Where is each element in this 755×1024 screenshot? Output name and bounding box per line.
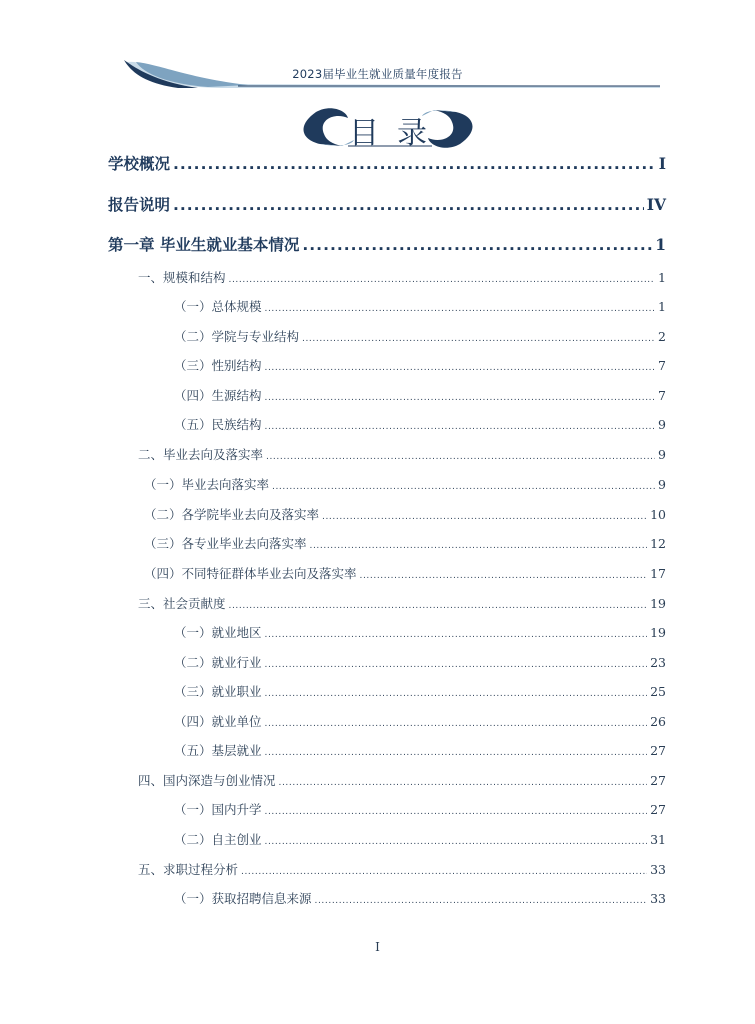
toc-leader-dots xyxy=(265,630,648,640)
toc-entry-page: 25 xyxy=(650,684,666,699)
toc-entry-page: 1 xyxy=(658,299,666,314)
toc-entry-label: （五）民族结构 xyxy=(174,417,262,432)
toc-leader-dots xyxy=(265,363,656,373)
toc-entry[interactable] xyxy=(108,152,666,174)
toc-entry-label: （四）就业单位 xyxy=(174,714,262,729)
toc-entry[interactable] xyxy=(174,712,666,730)
toc-entry-page: 33 xyxy=(650,891,666,906)
toc-entry-label: 报告说明 xyxy=(108,196,171,214)
toc-entry-page: 7 xyxy=(658,388,666,403)
toc-entry[interactable] xyxy=(174,800,666,818)
footer-page-number: I xyxy=(375,940,380,954)
toc-entry-label: （二）各学院毕业去向及落实率 xyxy=(144,507,320,522)
toc-entry-label: 四、国内深造与创业情况 xyxy=(138,773,276,788)
toc-entry-label: 三、社会贡献度 xyxy=(138,596,226,611)
toc-leader-dots xyxy=(173,196,644,214)
toc-leader-dots xyxy=(315,896,648,906)
toc-leader-dots xyxy=(302,236,652,254)
toc-entry-page: 19 xyxy=(650,625,666,640)
toc-leader-dots xyxy=(265,393,656,403)
toc-leader-dots xyxy=(241,867,647,877)
toc-entry-label: （五）基层就业 xyxy=(174,743,262,758)
toc-entry-label: （四）不同特征群体毕业去向及落实率 xyxy=(144,566,357,581)
toc-leader-dots xyxy=(279,778,648,788)
toc-entry[interactable] xyxy=(174,356,666,374)
toc-leader-dots xyxy=(266,452,655,462)
toc-entry-page: IV xyxy=(646,195,666,214)
toc-entry-page: 17 xyxy=(650,566,666,581)
toc-entry[interactable] xyxy=(174,830,666,848)
toc-entry[interactable] xyxy=(144,475,666,493)
toc-heading: 目录 xyxy=(349,116,445,151)
report-title: 2023届毕业生就业质量年度报告 xyxy=(292,67,463,81)
toc-entry[interactable] xyxy=(108,233,666,255)
toc-entry-label: （一）总体规模 xyxy=(174,299,262,314)
toc-leader-dots xyxy=(229,601,648,611)
toc-entry-page: 9 xyxy=(658,417,666,432)
toc-leader-dots xyxy=(265,422,656,432)
toc-entry-page: 27 xyxy=(650,743,666,758)
toc-entry-label: （三）就业职业 xyxy=(174,684,262,699)
toc-entry-label: （二）就业行业 xyxy=(174,655,262,670)
toc-entry-label: （三）性别结构 xyxy=(174,358,262,373)
toc-entry-page: 7 xyxy=(658,358,666,373)
toc-entry-label: （一）毕业去向落实率 xyxy=(144,477,270,492)
toc-leader-dots xyxy=(173,155,656,173)
toc-entry-page: 19 xyxy=(650,596,666,611)
toc-heading-ornament xyxy=(292,104,484,152)
toc-leader-dots xyxy=(310,541,648,551)
toc-entry-label: 一、规模和结构 xyxy=(138,270,226,285)
toc-entry-label: （二）自主创业 xyxy=(174,832,262,847)
toc-leader-dots xyxy=(322,512,647,522)
toc-entry-page: 23 xyxy=(650,655,666,670)
toc-entry-page: 9 xyxy=(658,477,666,492)
toc-entry[interactable] xyxy=(144,564,666,582)
toc-entry-label: 学校概况 xyxy=(108,155,171,173)
toc-leader-dots xyxy=(360,571,648,581)
toc-entry-page: 1 xyxy=(658,270,666,285)
toc-entry[interactable] xyxy=(174,889,666,907)
toc-entry-page: 10 xyxy=(650,507,666,522)
toc-entry[interactable] xyxy=(138,594,666,612)
toc-entry-page: 9 xyxy=(658,447,666,462)
toc-entry-page: 27 xyxy=(650,802,666,817)
toc-entry[interactable] xyxy=(144,534,666,552)
toc-entry[interactable] xyxy=(138,268,666,286)
toc-entry-label: （一）国内升学 xyxy=(174,802,262,817)
toc-entry[interactable] xyxy=(174,653,666,671)
toc-entry-label: （三）各专业毕业去向落实率 xyxy=(144,536,307,551)
toc-leader-dots xyxy=(265,689,648,699)
toc-entry[interactable] xyxy=(144,505,666,523)
toc-leader-dots xyxy=(265,807,648,817)
toc-entry-label: 二、毕业去向及落实率 xyxy=(138,447,264,462)
toc-entry[interactable] xyxy=(174,327,666,345)
toc-leader-dots xyxy=(272,482,655,492)
toc-entry[interactable] xyxy=(174,741,666,759)
toc-leader-dots xyxy=(229,275,656,285)
toc-leader-dots xyxy=(265,660,648,670)
toc-leader-dots xyxy=(265,748,648,758)
toc-entry[interactable] xyxy=(138,445,666,463)
toc-entry-page: 12 xyxy=(650,536,666,551)
toc-entry-page: 31 xyxy=(650,832,666,847)
toc-entry-label: （一）就业地区 xyxy=(174,625,262,640)
toc-entry-page: I xyxy=(658,154,666,173)
toc-entry-page: 26 xyxy=(650,714,666,729)
toc-entry[interactable] xyxy=(174,623,666,641)
toc-entry-label: （二）学院与专业结构 xyxy=(174,329,300,344)
toc-entry[interactable] xyxy=(138,860,666,878)
toc-entry[interactable] xyxy=(174,415,666,433)
toc-entry[interactable] xyxy=(108,193,666,215)
toc-entry-page: 1 xyxy=(655,235,666,254)
toc-entry[interactable] xyxy=(174,682,666,700)
toc-entry-label: （四）生源结构 xyxy=(174,388,262,403)
toc-leader-dots xyxy=(265,837,648,847)
toc-entry[interactable] xyxy=(138,771,666,789)
toc-entry-page: 2 xyxy=(658,329,666,344)
toc-entry-page: 27 xyxy=(650,773,666,788)
toc-leader-dots xyxy=(302,334,655,344)
toc-leader-dots xyxy=(265,304,656,314)
toc-entry-label: 五、求职过程分析 xyxy=(138,862,239,877)
toc-entry[interactable] xyxy=(174,386,666,404)
toc-entry[interactable] xyxy=(174,297,666,315)
toc-entry-page: 33 xyxy=(650,862,666,877)
toc-entry-label: 第一章 毕业生就业基本情况 xyxy=(108,236,300,254)
toc-entry-label: （一）获取招聘信息来源 xyxy=(174,891,312,906)
toc-leader-dots xyxy=(265,719,648,729)
